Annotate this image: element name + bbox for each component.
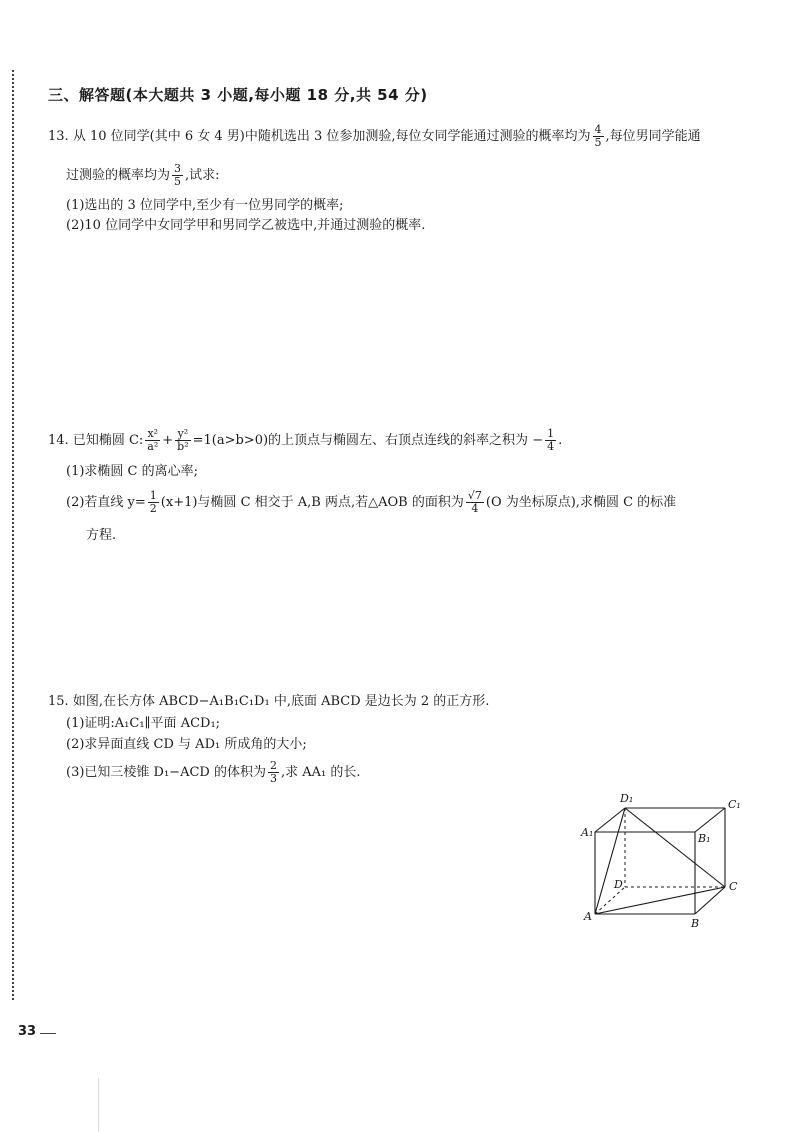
q14-part2-line1 xyxy=(66,490,676,515)
q14-slope-fraction xyxy=(545,428,556,453)
q14-part1: (1)求椭圆 C 的离心率; xyxy=(66,464,199,479)
q14-part2-text-c: (O 为坐标原点),求椭圆 C 的标准 xyxy=(485,495,677,510)
fraction-numerator: y² xyxy=(175,428,190,441)
vertex-label-A1: A₁ xyxy=(581,826,594,839)
fraction-numerator: x² xyxy=(145,428,160,441)
q14-line1 xyxy=(48,428,562,453)
fraction-denominator: 2 xyxy=(149,502,157,515)
q14-part2-text-b: (x+1)与椭圆 C 相交于 A,B 两点,若△AOB 的面积为 xyxy=(160,495,464,510)
q13-line2 xyxy=(66,163,220,188)
segment-A-C xyxy=(595,887,725,914)
margin-rule xyxy=(98,1078,99,1132)
vertex-label-B1: B₁ xyxy=(698,832,711,845)
fraction-numerator: 3 xyxy=(174,162,182,175)
q15-part3-text-a: (3)已知三棱锥 D₁−ACD 的体积为 xyxy=(66,765,266,780)
section-title: 三、解答题(本大题共 3 小题,每小题 18 分,共 54 分) xyxy=(48,86,428,104)
vertex-label-B: B xyxy=(691,917,700,930)
fraction-denominator: 5 xyxy=(594,136,602,149)
page-number-dash xyxy=(40,1033,56,1034)
binding-dotted-line xyxy=(12,70,14,1000)
q15-text: 如图,在长方体 ABCD−A₁B₁C₁D₁ 中,底面 ABCD 是边长为 2 的正方形. xyxy=(72,694,490,709)
fraction-denominator: a² xyxy=(147,440,159,453)
q15-line1 xyxy=(48,692,489,712)
fraction-numerator: 1 xyxy=(149,489,157,502)
fraction-numerator: 4 xyxy=(594,123,602,136)
hidden-edge-A-D xyxy=(595,887,625,914)
fraction-numerator: 2 xyxy=(269,759,277,772)
q14-part2-line2: 方程. xyxy=(86,528,117,543)
q15-part1: (1)证明:A₁C₁∥平面 ACD₁; xyxy=(66,716,221,731)
fraction-numerator: 1 xyxy=(547,427,555,440)
fraction-denominator: 5 xyxy=(174,175,182,188)
edge-A1-D1 xyxy=(595,808,625,832)
q15-part3-text-b: ,求 AA₁ 的长. xyxy=(280,765,361,780)
page-number: 33 xyxy=(18,1024,37,1039)
q14-part2-text-a: (2)若直线 y= xyxy=(66,495,146,510)
q14-plus: + xyxy=(162,433,174,448)
q15-part2: (2)求异面直线 CD 与 AD₁ 所成角的大小; xyxy=(66,737,307,752)
q13-fraction-male xyxy=(172,163,183,188)
vertex-label-D: D xyxy=(614,878,623,891)
q13-text-d: ,试求: xyxy=(185,168,220,183)
vertex-label-D1: D₁ xyxy=(620,792,634,805)
q14-ellipse-x-term xyxy=(145,428,160,453)
fraction-denominator: b² xyxy=(177,440,189,453)
vertex-label-C: C xyxy=(729,880,738,893)
q14-text-c: . xyxy=(558,433,563,448)
cuboid-figure xyxy=(575,790,750,935)
edge-B-C xyxy=(695,887,725,914)
fraction-numerator: √7 xyxy=(467,489,482,502)
q14-ellipse-y-term xyxy=(175,428,190,453)
fraction-denominator: 3 xyxy=(269,772,277,785)
fraction-denominator: 4 xyxy=(547,440,555,453)
vertex-label-A: A xyxy=(584,910,592,923)
q13-text-c: 过测验的概率均为 xyxy=(66,168,171,183)
q15-volume-fraction xyxy=(268,760,279,785)
q14-text-b: =1(a>b>0)的上顶点与椭圆左、右顶点连线的斜率之积为 − xyxy=(192,433,544,448)
q13-line1 xyxy=(48,124,701,149)
vertex-label-C1: C₁ xyxy=(728,798,741,811)
edge-B1-C1 xyxy=(695,808,725,832)
q13-number: 13. xyxy=(48,129,69,144)
q14-number: 14. xyxy=(48,433,69,448)
q14-line-slope-fraction xyxy=(148,490,159,515)
q13-part1: (1)选出的 3 位同学中,至少有一位男同学的概率; xyxy=(66,198,344,213)
q14-area-fraction xyxy=(466,490,484,515)
q14-text-a: 已知椭圆 C: xyxy=(72,433,144,448)
q13-text-b: ,每位男同学能通 xyxy=(605,129,701,144)
q15-number: 15. xyxy=(48,694,69,709)
q15-part3 xyxy=(66,760,361,785)
q13-text-a: 从 10 位同学(其中 6 女 4 男)中随机选出 3 位参加测验,每位女同学能通过测验的概率均为 xyxy=(72,129,591,144)
fraction-denominator: 4 xyxy=(471,502,479,515)
q13-fraction-female xyxy=(593,124,604,149)
q13-part2: (2)10 位同学中女同学甲和男同学乙被选中,并通过测验的概率. xyxy=(66,218,426,233)
segment-A-D1 xyxy=(595,808,625,914)
